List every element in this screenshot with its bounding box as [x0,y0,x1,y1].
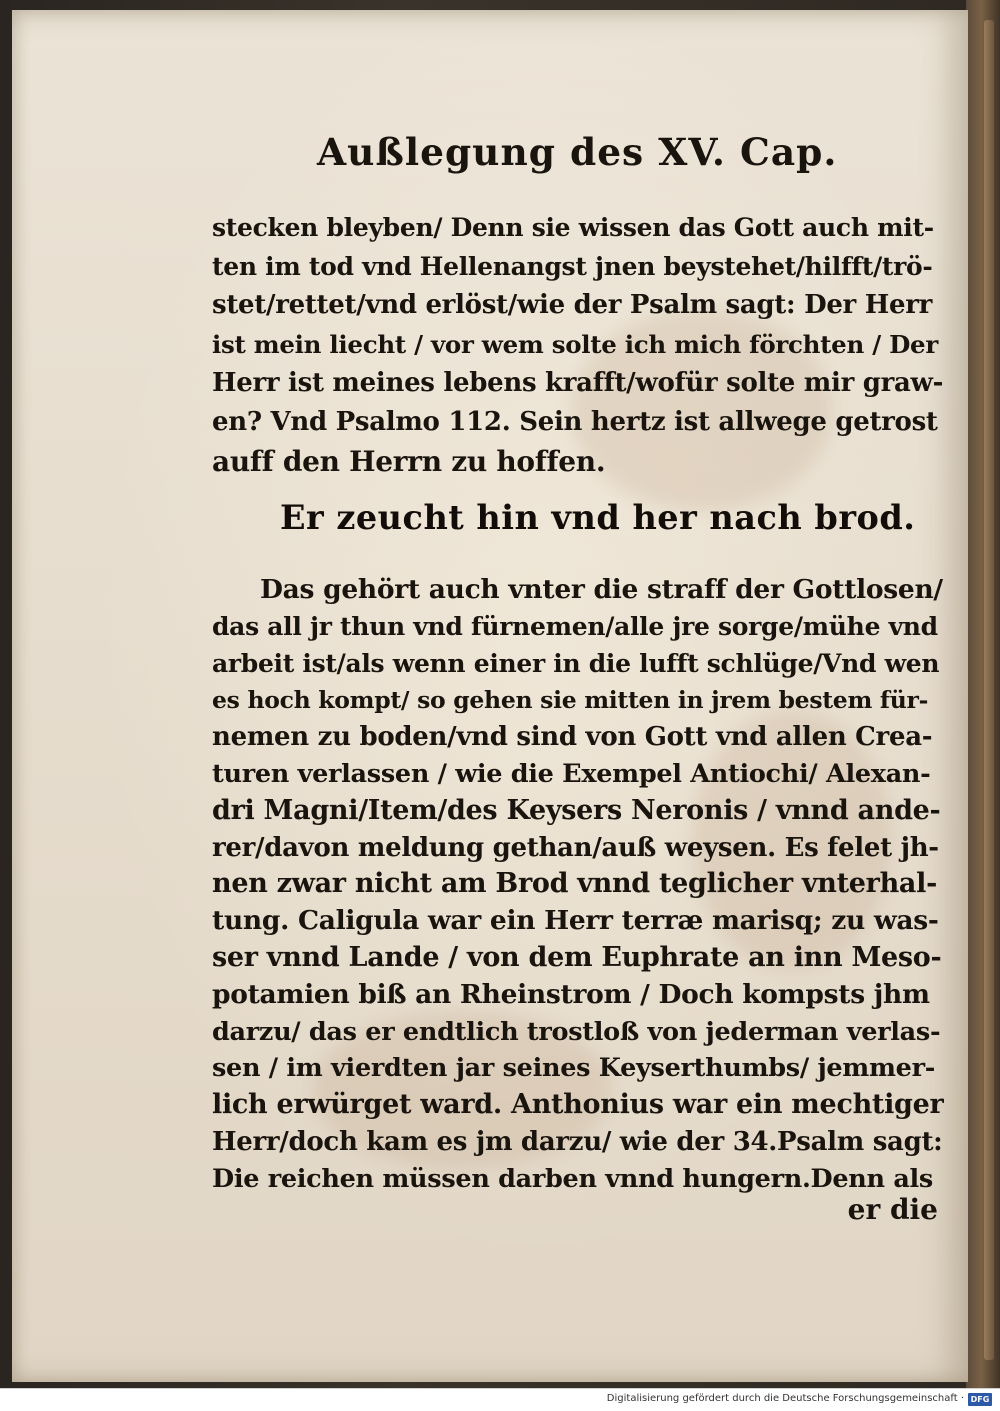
book-edge [966,0,1000,1388]
book-page [12,10,968,1382]
text-line: rer/davon meldung gethan/auß weysen. Es felet jh- [212,832,939,863]
dfg-logo-icon: DFG [968,1393,992,1406]
text-line: sen / im vierdten jar seines Keyserthumbs/ jemmer- [212,1053,936,1084]
running-head: Außlegung des XV. Cap. [317,130,838,174]
text-line: das all jr thun vnd fürnemen/alle jre sorge/mühe vnd [212,611,938,641]
text-line: ser vnnd Lande / von dem Euphrate an inn Meso- [212,941,942,973]
text-line: potamien biß an Rheinstrom / Doch kompsts jhm [212,978,930,1010]
text-line: stecken bleyben/ Denn sie wissen das Gott auch mit- [212,213,934,242]
text-line: tung. Caligula war ein Herr terræ marisq; zu was- [212,905,939,937]
text-line: darzu/ das er endtlich trostloß von jederman verlas- [212,1016,941,1047]
text-line: en? Vnd Psalmo 112. Sein hertz ist allwege getrost [212,407,938,437]
text-line: Die reichen müssen darben vnnd hungern.Denn als [212,1163,933,1194]
text-line: nemen zu boden/vnd sind von Gott vnd allen Crea- [212,722,933,753]
text-line: stet/rettet/vnd erlöst/wie der Psalm sagt: Der Herr [212,290,933,320]
book-spine [984,20,994,1360]
section-heading: Er zeucht hin vnd her nach brod. [280,498,916,537]
text-line: dri Magni/Item/des Keysers Neronis / vnnd ande- [212,794,941,826]
text-line: Herr ist meines lebens krafft/wofür solte mir graw- [212,368,944,398]
text-line: arbeit ist/als wenn einer in die lufft schlüge/Vnd wen [212,648,940,678]
text-line: Herr/doch kam es jm darzu/ wie der 34.Psalm sagt: [212,1126,943,1157]
text-line: ten im tod vnd Hellenangst jnen beystehet/hilfft/trö- [212,252,933,281]
text-line: es hoch kompt/ so gehen sie mitten in jrem bestem für- [212,686,929,715]
paragraph-1 [212,208,942,481]
footer-bar [0,1388,1000,1411]
paragraph-2 [212,572,942,1198]
catchword: er die [847,1193,938,1226]
text-line: nen zwar nicht am Brod vnnd teglicher vnterhal- [212,868,937,900]
text-line: turen verlassen / wie die Exempel Antiochi/ Alexan- [212,758,931,789]
funding-notice: Digitalisierung gefördert durch die Deutsche Forschungsgemeinschaft · [606,1393,964,1404]
text-line: lich erwürget ward. Anthonius war ein mechtiger [212,1089,944,1121]
text-line: auff den Herrn zu hoffen. [212,445,606,478]
text-line: ist mein liecht / vor wem solte ich mich förchten / Der [212,330,938,359]
text-line: Das gehört auch vnter die straff der Gottlosen/ [260,574,943,605]
